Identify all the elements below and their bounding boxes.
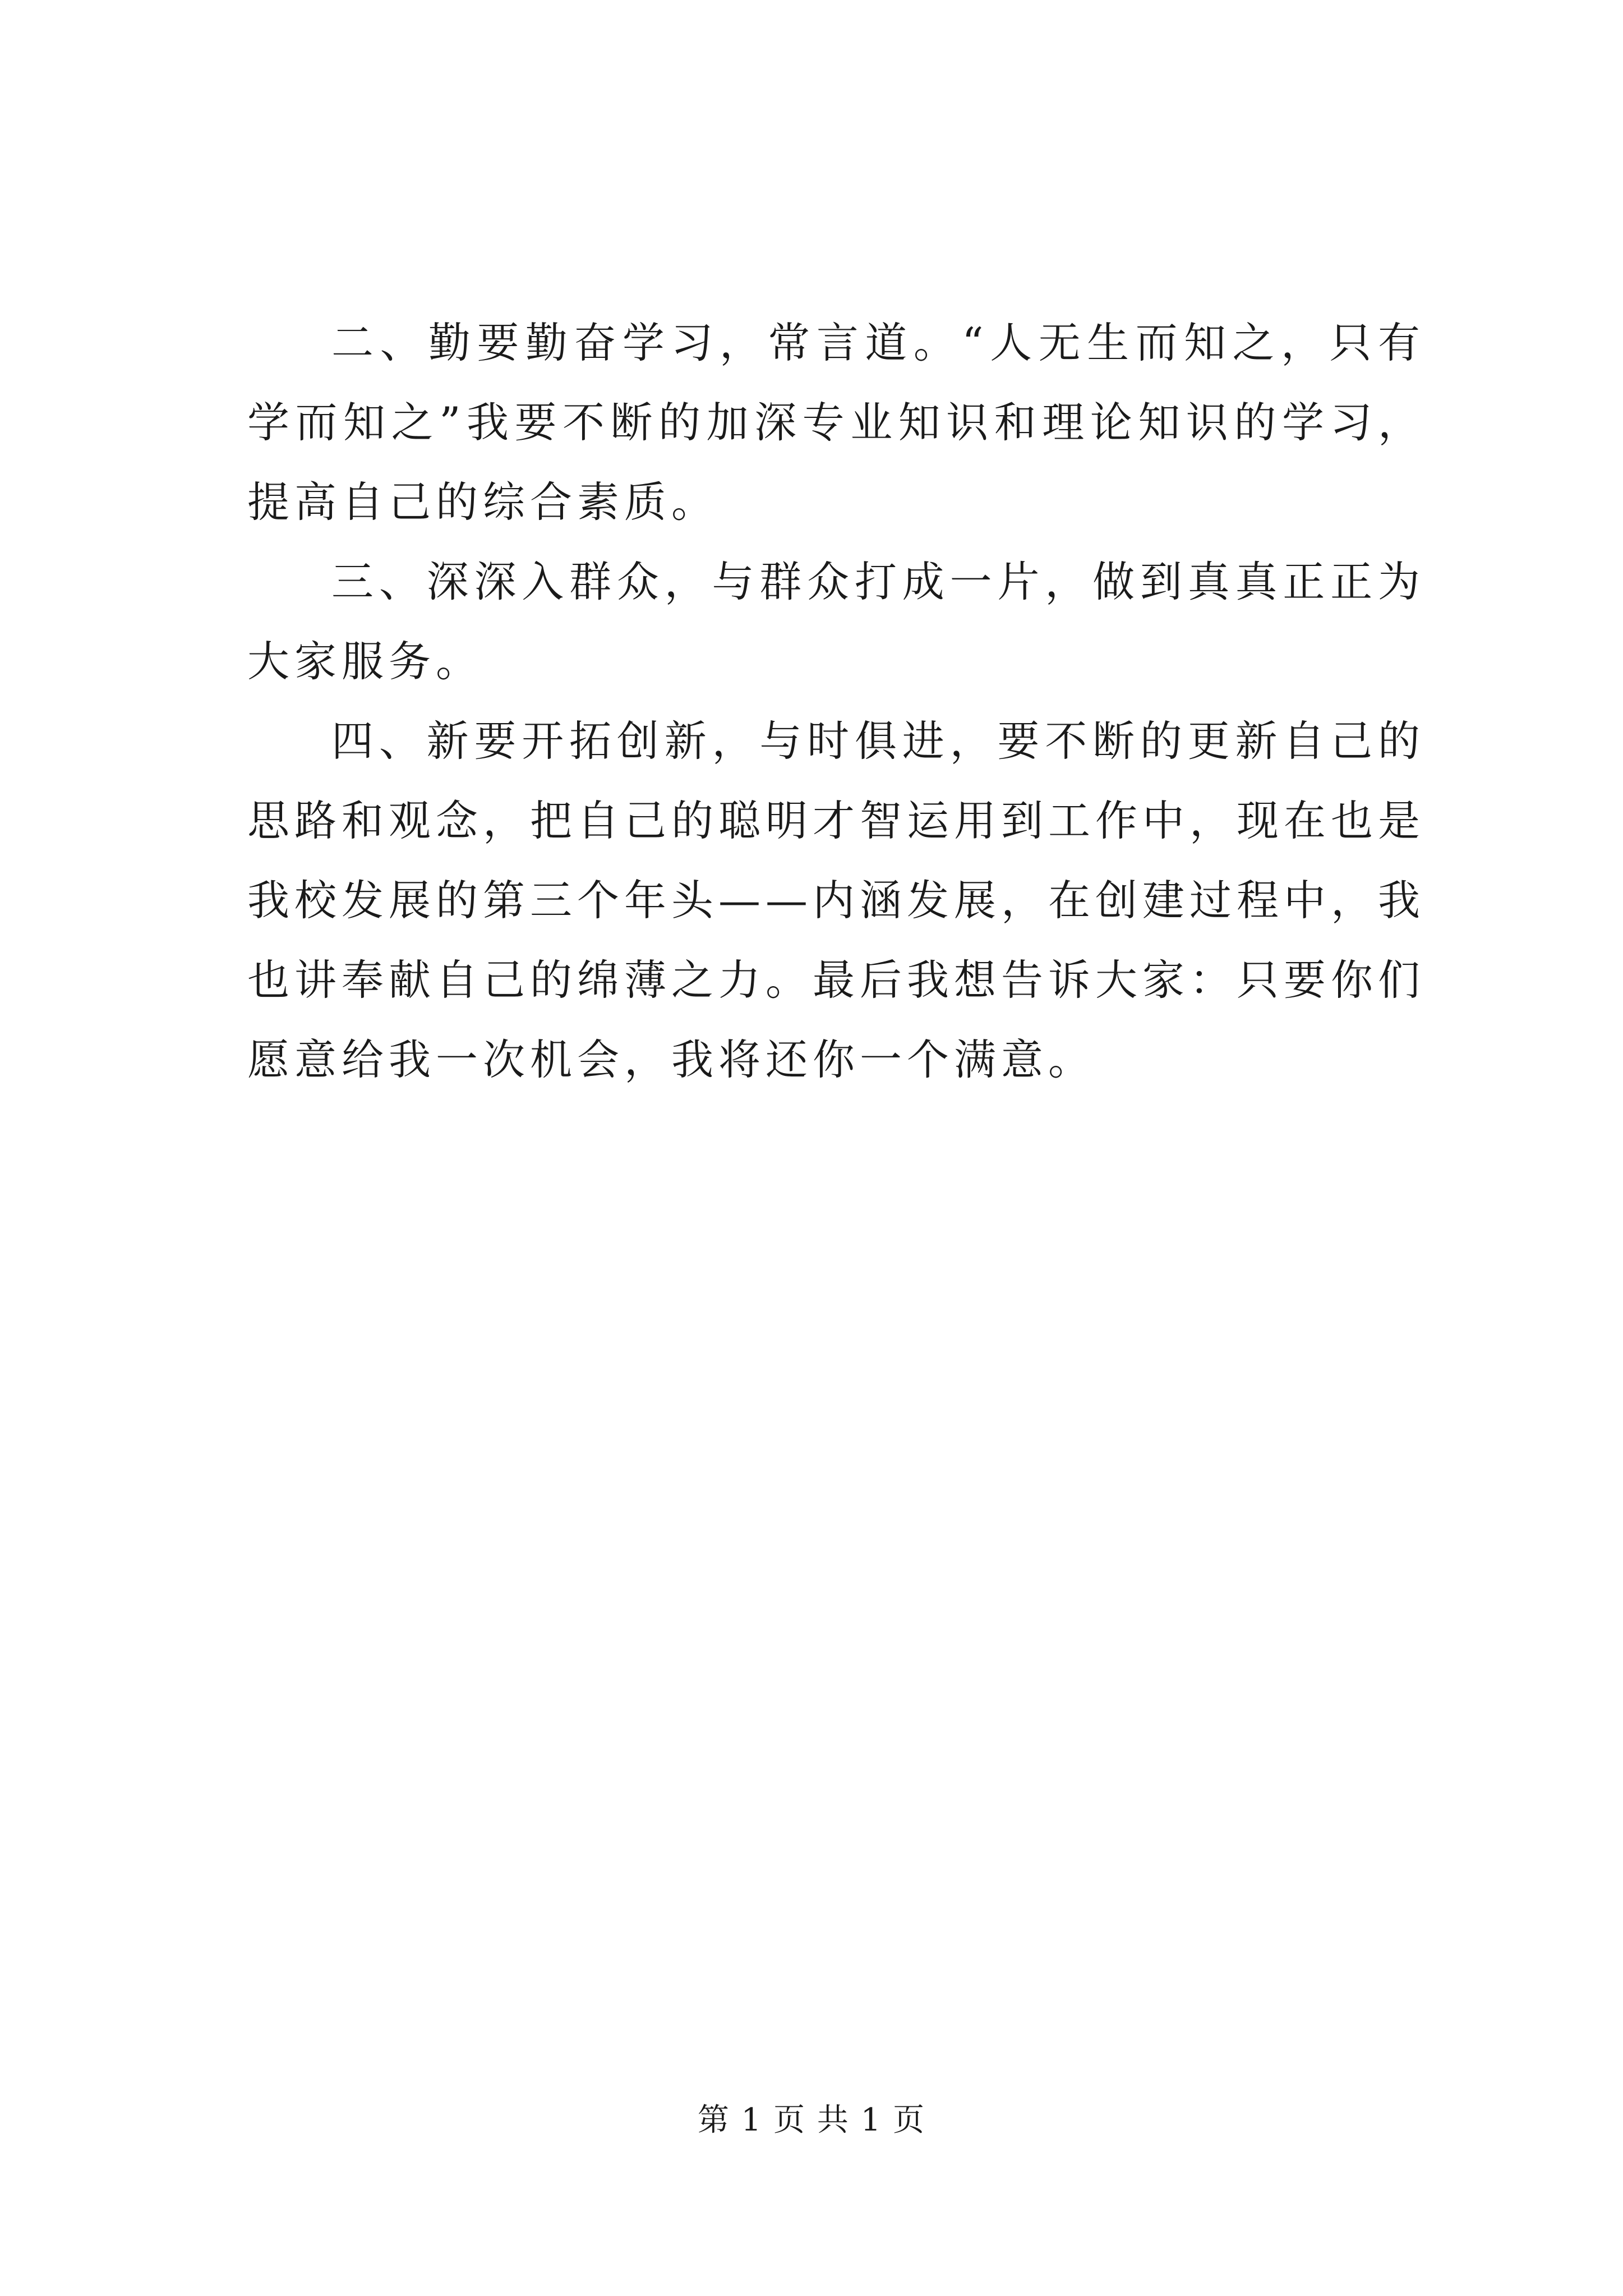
paragraph-qin: 二、勤要勤奋学习，常言道。“人无生而知之，只有学而知之”我要不断的加深专业知识和理论知识的学习，提高自己的综合素质。 (247, 318, 1425, 527)
document-body (247, 303, 1425, 1099)
paragraph-xin: 四、新要开拓创新，与时俱进，要不断的更新自己的思路和观念，把自己的聪明才智运用到工作中，现在也是我校发展的第三个年头——内涵发展，在创建过程中，我也讲奉献自己的绵薄之力。最后我想告诉大家：只要你们愿意给我一次机会，我将还你一个满意。 (247, 716, 1426, 1084)
paragraph-shen: 三、深深入群众，与群众打成一片，做到真真正正为大家服务。 (247, 557, 1425, 686)
page-footer: 第 1 页 共 1 页 (697, 2102, 926, 2138)
